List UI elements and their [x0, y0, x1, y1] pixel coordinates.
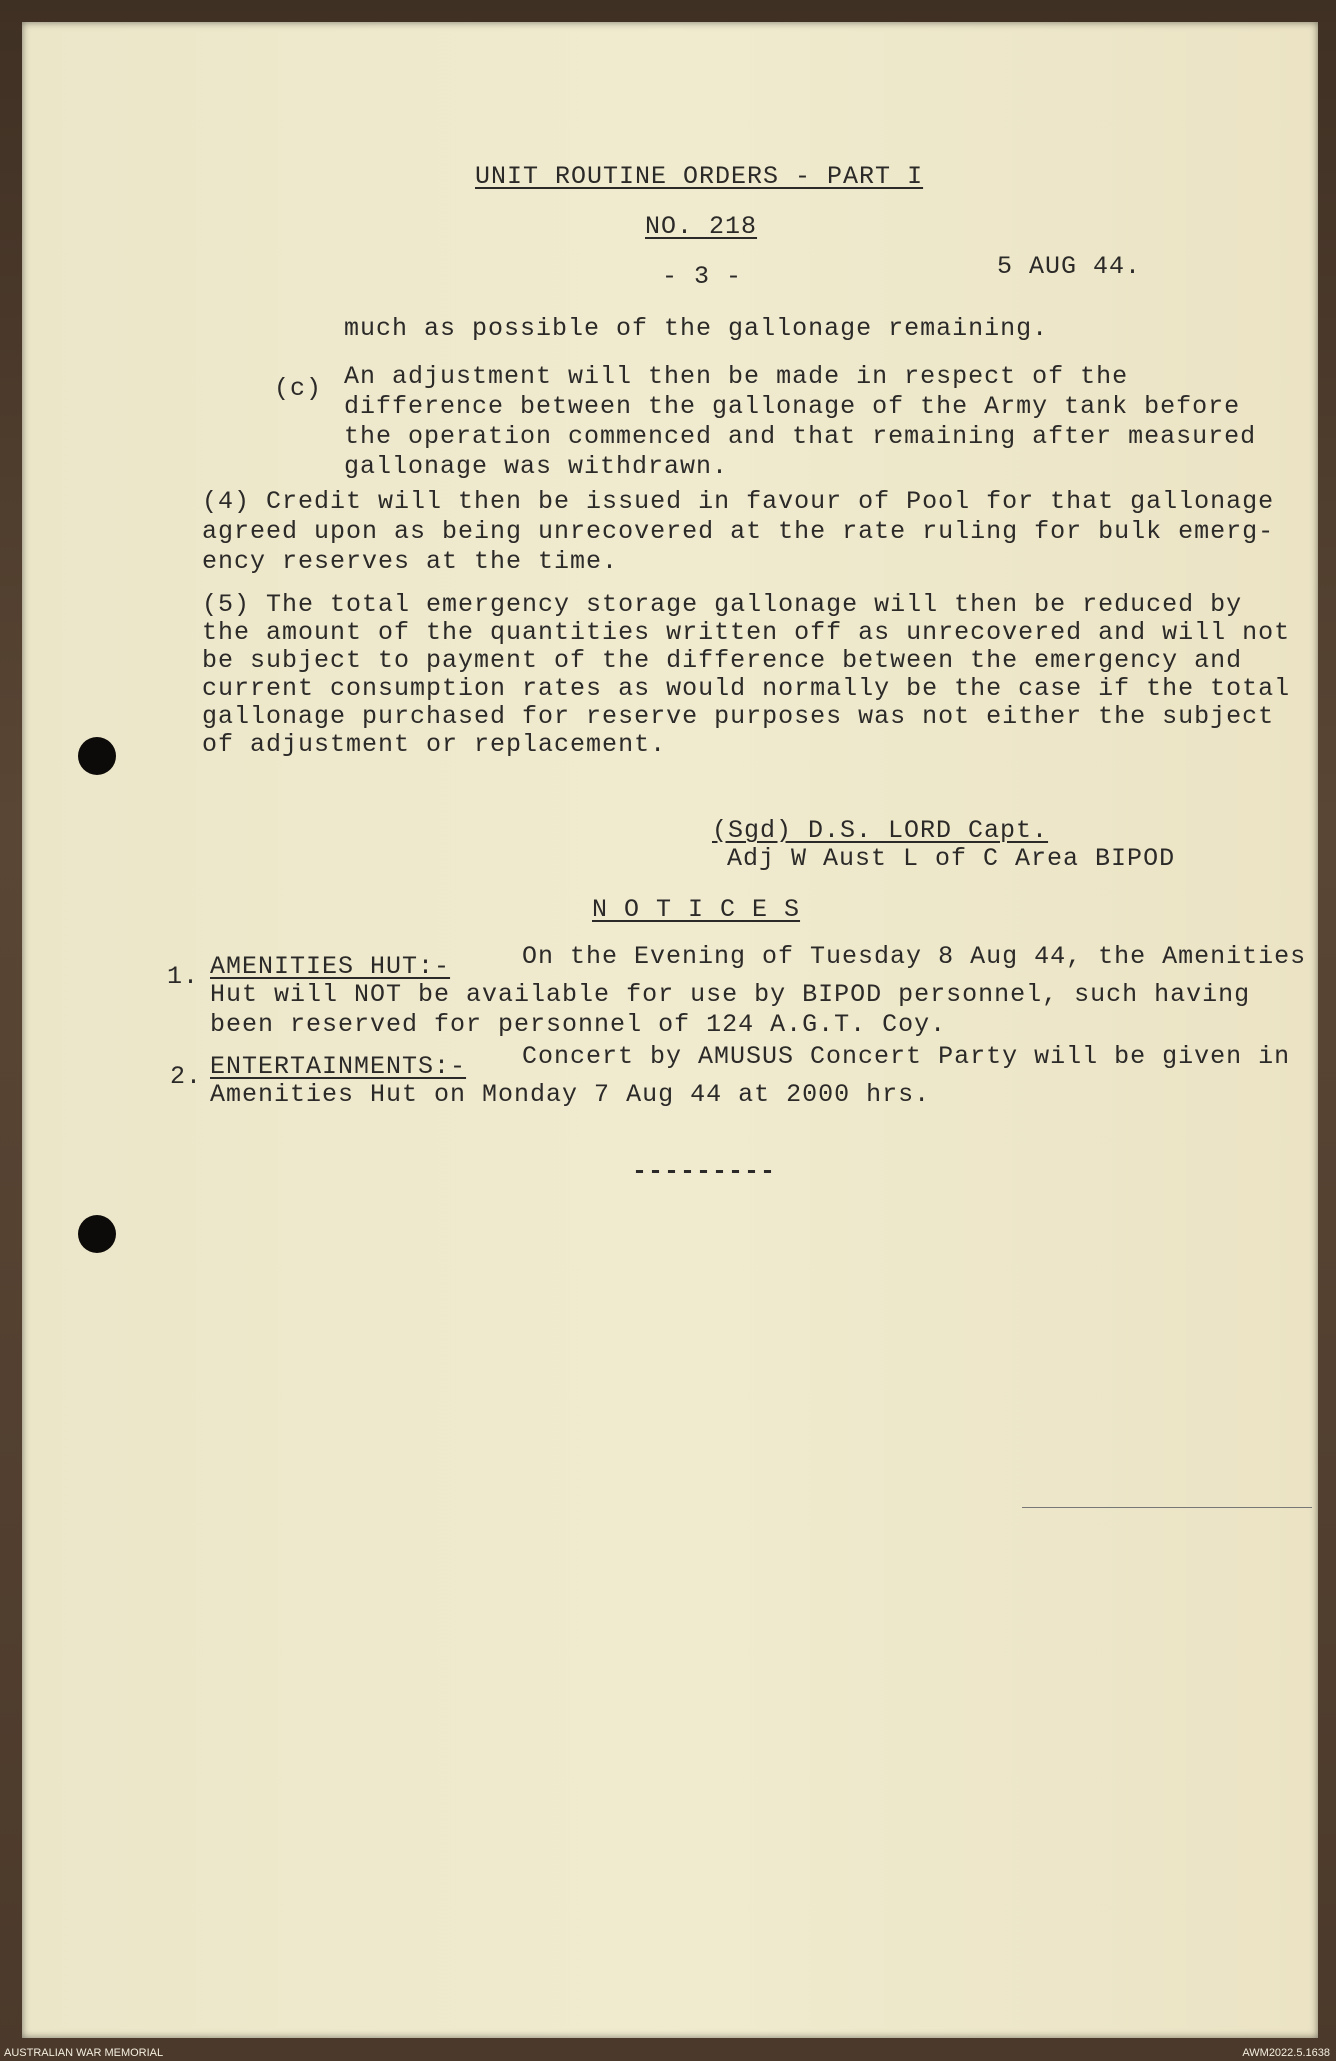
notice-2-body: [210, 1080, 1270, 1120]
para-4-line: agreed upon as being unrecovered at the rate ruling for bulk emerg-: [202, 517, 1275, 546]
para-5-line: (5) The total emergency storage gallonage will then be reduced by: [202, 590, 1243, 619]
signature-line: (Sgd) D.S. LORD Capt.: [712, 816, 1049, 845]
continuation-text: much as possible of the gallonage remaining.: [344, 314, 1049, 343]
para-c: [344, 362, 1257, 492]
notice-title: ENTERTAINMENTS:-: [210, 1052, 467, 1081]
notice-number: 1.: [167, 962, 200, 991]
document-title: UNIT ROUTINE ORDERS - PART I: [475, 162, 924, 191]
order-number: NO. 218: [645, 212, 758, 241]
notice-title: AMENITIES HUT:-: [210, 952, 451, 981]
paragraph-4: [202, 487, 1275, 587]
end-rule: ---------: [632, 1157, 777, 1186]
page-number: - 3 -: [662, 262, 743, 291]
punch-hole-bottom: [78, 1215, 116, 1253]
para-c-line: An adjustment will then be made in respect of the: [344, 362, 1129, 391]
footer-accession-number: AWM2022.5.1638: [1242, 2047, 1330, 2059]
signature-appointment: Adj W Aust L of C Area BIPOD: [727, 844, 1176, 873]
notice-text: Concert by AMUSUS Concert Party will be given in: [522, 1042, 1291, 1071]
para-5-line: gallonage purchased for reserve purposes was not either the subject: [202, 702, 1275, 731]
para-c-line: the operation commenced and that remaining after measured: [344, 422, 1257, 451]
notice-text: On the Evening of Tuesday 8 Aug 44, the Amenities: [522, 942, 1307, 971]
notice-line: Hut will NOT be available for use by BIPOD personnel, such having: [210, 980, 1251, 1009]
paper-crease-line: [1022, 1507, 1312, 1508]
paragraph-5: [202, 590, 1291, 780]
document-page: [22, 22, 1318, 2038]
para-c-line: difference between the gallonage of the Army tank before: [344, 392, 1241, 421]
notice-1-body: [210, 980, 1270, 1050]
para-5-line: be subject to payment of the difference between the emergency and: [202, 646, 1243, 675]
notice-line: been reserved for personnel of 124 A.G.T. Coy.: [210, 1010, 947, 1039]
para-5-line: the amount of the quantities written off as unrecovered and will not: [202, 618, 1291, 647]
para-c-line: gallonage was withdrawn.: [344, 452, 729, 481]
notice-number: 2.: [170, 1062, 203, 1091]
notices-heading: N O T I C E S: [592, 895, 801, 924]
footer-credit: AUSTRALIAN WAR MEMORIAL: [4, 2047, 164, 2059]
para-5-line: of adjustment or replacement.: [202, 730, 667, 759]
document-date: 5 AUG 44.: [997, 252, 1142, 281]
punch-hole-top: [78, 737, 116, 775]
notice-line: Amenities Hut on Monday 7 Aug 44 at 2000 hrs.: [210, 1080, 931, 1109]
para-c-label: (c): [274, 374, 323, 403]
para-5-line: current consumption rates as would normally be the case if the total: [202, 674, 1291, 703]
para-4-line: ency reserves at the time.: [202, 547, 619, 576]
para-4-line: (4) Credit will then be issued in favour of Pool for that gallonage: [202, 487, 1275, 516]
